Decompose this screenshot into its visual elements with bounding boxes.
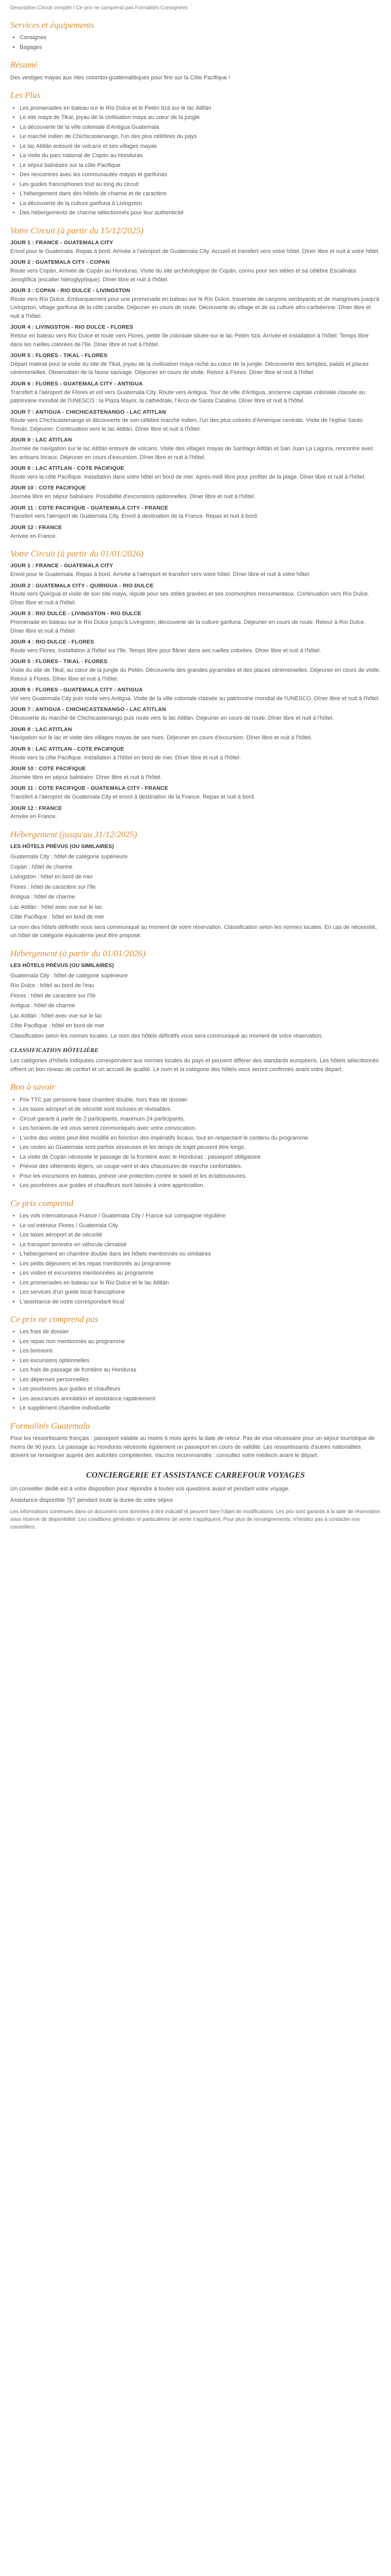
list-item: • L'assistance de notre correspondant local xyxy=(20,1298,381,1307)
day-block xyxy=(10,610,381,635)
day-title: JOUR 2 : GUATEMALA CITY - QUIRIGUA - RIO DULCE xyxy=(10,582,154,589)
list-item: • Les assurances annulation et assistance rapatriement xyxy=(20,1395,381,1403)
day-title: JOUR 12 : FRANCE xyxy=(10,805,62,811)
list-item: • Le transport terrestre en véhicule climatisé xyxy=(20,1241,381,1249)
list-item: • L'ordre des visites peut être modifié en fonction des impératifs locaux, tout en respectant le contenu du programme. xyxy=(20,1134,381,1143)
day-text: Départ matinal pour la visite du site de Tikal, joyau de la civilisation maya niché au cœur de la jungle. Découverte des temples, palais et places cérémonielles. Observation de la faune sauvage. Déjeuner en cours de visite. Retour à Flores. Dîner libre et nuit à l'hôtel. xyxy=(10,361,369,376)
list-item: • Les services d'un guide local francophone xyxy=(20,1288,381,1297)
day-block xyxy=(10,706,381,722)
day-text: Navigation sur le lac et visite des villages mayas de ses rives. Déjeuner en cours d'excursion. Dîner libre et nuit à l'hôtel. xyxy=(10,735,313,741)
day-block xyxy=(10,745,381,762)
day-block xyxy=(10,582,381,607)
day-title: JOUR 2 : GUATEMALA CITY - COPAN xyxy=(10,259,110,266)
hotel-line: Río Dulce : hôtel au bord de l'eau xyxy=(10,982,94,989)
list-item: • Les boissons xyxy=(20,1347,381,1355)
bon-savoir-list xyxy=(10,1096,381,1190)
list-item: • L'hébergement dans des hôtels de charme et de caractère xyxy=(20,190,381,198)
list-item: • La visite de Copán nécessite le passage de la frontière avec le Honduras : passeport obligatoire. xyxy=(20,1153,381,1162)
hotels-b-title: Hébergement (à partir du 01/01/2026) xyxy=(10,948,145,958)
hotels-b xyxy=(10,962,381,1040)
list-item: • Les routes au Guatemala sont parfois sinueuses et les temps de trajet peuvent être longs. xyxy=(20,1143,381,1152)
day-text: Journée libre en séjour balnéaire. Possibilité d'excursions optionnelles. Dîner libre et nuit à l'hôtel. xyxy=(10,494,256,500)
resume-title: Résumé xyxy=(10,60,38,70)
day-text: Route vers la côte Pacifique. Installation dans votre hôtel en bord de mer. Après-midi libre pour profiter de la plage. Dîner libre et nuit à l'hôtel. xyxy=(10,473,366,480)
list-item: • Les pourboires aux guides et chauffeurs xyxy=(20,1385,381,1394)
day-title: JOUR 10 : COTE PACIFIQUE xyxy=(10,766,86,772)
itinerary-a xyxy=(10,239,381,540)
plus-list xyxy=(10,104,381,217)
list-item: • Les frais de dossier xyxy=(20,1328,381,1336)
hotel-line: Antigua : hôtel de charme xyxy=(10,1003,75,1009)
hotels-note: Classification selon les normes locales. Le nom des hôtels définitifs vous sera communiqué au moment de votre réservation. xyxy=(10,1032,323,1039)
day-text: Route vers Copán, Arrivée de Copán au Honduras. Visite du site archéologique de Copán, connu pour ses stèles et sa célèbre Escalinata Jeroglífica (escalier hiéroglyphique). Dîner libre et nuit à l'hôtel. xyxy=(10,268,356,283)
day-text: Arrivée en France. xyxy=(10,533,57,539)
day-title: JOUR 1 : FRANCE - GUATEMALA CITY xyxy=(10,563,113,569)
day-text: Vol vers Guatemala City puis route vers Antigua. Visite de la ville coloniale classée au patrimoine mondial de l'UNESCO. Dîner libre et nuit à l'hôtel. xyxy=(10,695,380,702)
list-item: • Les promenades en bateau sur le Río Dulce et le lac Atitlán xyxy=(20,1279,381,1287)
day-title: JOUR 5 : FLORES - TIKAL - FLORES xyxy=(10,352,108,359)
list-item: • Les excursions optionnelles xyxy=(20,1357,381,1365)
services-list xyxy=(10,33,381,52)
day-title: JOUR 6 : FLORES - GUATEMALA CITY - ANTIGUA xyxy=(10,687,143,693)
day-text: Transfert à l'aéroport de Guatemala City et envol à destination de la France. Repas et nuit à bord. xyxy=(10,794,255,801)
day-block xyxy=(10,805,381,821)
day-title: JOUR 4 : LIVINGSTON - RIO DULCE - FLORES xyxy=(10,324,134,331)
day-title: JOUR 9 : LAC ATITLAN - COTE PACIFIQUE xyxy=(10,465,124,472)
list-item: • Les dépenses personnelles xyxy=(20,1376,381,1384)
day-title: JOUR 7 : ANTIGUA - CHICHICASTENANGO - LAC ATITLAN xyxy=(10,409,166,415)
day-block xyxy=(10,562,381,579)
itinerary-b xyxy=(10,562,381,821)
list-item: • Le supplément chambre individuelle xyxy=(20,1404,381,1413)
hotel-line: Guatemala City : hôtel de catégorie supérieure xyxy=(10,972,128,979)
hotel-line: Côte Pacifique : hôtel en bord de mer xyxy=(10,1023,105,1029)
day-block xyxy=(10,765,381,782)
list-item: • Les taxes aéroport et de sécurité xyxy=(20,1231,381,1240)
list-item: • Pour les excursions en bateau, prévoir une protection contre le soleil et les éclaboussures. xyxy=(20,1172,381,1181)
day-title: JOUR 8 : LAC ATITLAN xyxy=(10,437,72,444)
day-title: JOUR 8 : LAC ATITLAN xyxy=(10,726,72,733)
list-item: • La découverte de la ville coloniale d'Antigua Guatemala xyxy=(20,123,381,132)
day-text: Route vers la côte Pacifique. Installation à l'hôtel en bord de mer. Dîner libre et nuit à l'hôtel. xyxy=(10,754,241,761)
formalites-title: Formalités Guatemala xyxy=(10,1420,90,1431)
day-title: JOUR 9 : LAC ATITLAN - COTE PACIFIQUE xyxy=(10,745,124,752)
day-text: Transfert à l'aéroport de Flores et vol vers Guatemala City. Route vers Antigua. Tour de ville d'Antigua, ancienne capitale coloniale classée au patrimoine mondial de l'UNESCO : la Plaza Mayor, la cathédrale, l'Arco de Santa Catalina. Dîner libre et nuit à l'hôtel. xyxy=(10,389,365,404)
day-text: Route vers Río Dulce. Embarquement pour une promenade en bateau sur le Río Dulce, traversée de canyons verdoyants et de mangroves jusqu'à Livingston, village garifuna de la côte caraïbe. Déjeuner en cours de route. Découverte du village et de sa culture afro-caribéenne. Dîner libre et nuit à l'hôtel. xyxy=(10,296,380,319)
list-item: • L'hébergement en chambre double dans les hôtels mentionnés ou similaires xyxy=(20,1250,381,1259)
list-item: • Bagages xyxy=(20,43,381,52)
resume-text: Des vestiges mayas aux rites colombo-guatémaltèques pour finir sur la Côte Pacifique ! xyxy=(10,74,231,81)
hotel-line: Copán : hôtel de charme xyxy=(10,863,73,870)
list-item: • Les pourboires aux guides et chauffeurs sont laissés à votre appréciation. xyxy=(20,1181,381,1190)
breadcrumb-text[interactable]: Description Circuit complet / Ce prix ne comprend pas Formalités Consignées xyxy=(10,5,188,11)
day-text: Journée de navigation sur le lac Atitlán entouré de volcans. Visite des villages mayas de Santiago Atitlán et San Juan La Laguna, rencontre avec les artisans locaux. Déjeuner en cours d'excursion. Dîner libre et nuit à l'hôtel. xyxy=(10,446,373,461)
prix-ne-comprend-list xyxy=(10,1328,381,1413)
day-title: JOUR 5 : FLORES - TIKAL - FLORES xyxy=(10,658,108,665)
list-item: • Des rencontres avec les communautés mayas et garifunas xyxy=(20,171,381,179)
day-block xyxy=(10,239,381,256)
list-item: • Consignes xyxy=(20,33,381,42)
day-block xyxy=(10,726,381,742)
day-title: JOUR 7 : ANTIGUA - CHICHICASTENANGO - LAC ATITLAN xyxy=(10,706,166,713)
hotel-line: Livingston : hôtel en bord de mer xyxy=(10,874,93,880)
day-title: JOUR 10 : COTE PACIFIQUE xyxy=(10,485,86,492)
day-text: Route vers Flores. Installation à l'hôtel sur l'île. Temps libre pour flâner dans ses ruelles colorées. Dîner libre et nuit à l'hôtel. xyxy=(10,647,321,654)
list-item: • Prix TTC par personne base chambre double, hors frais de dossier. xyxy=(20,1096,381,1105)
formalites-text: Pour les ressortissants français : passeport valable au moins 6 mois après la date de retour. Pas de visa nécessaire pour un séjour touristique de moins de 90 jours. Le passage au Honduras nécessite également un passeport en cours de validité. Les ressortissants d'autres nationalités doivent se renseigner auprès des autorités compétentes. Vaccins recommandés : consultez votre médecin avant le départ. xyxy=(10,1435,375,1459)
day-text: Transfert vers l'aéroport de Guatemala City. Envol à destination de la France. Repas et nuit à bord. xyxy=(10,513,258,520)
itinerary-a-title: Votre Circuit (à partir du 15/12/2025) xyxy=(10,225,143,235)
services-title: Services et équipements xyxy=(10,20,94,30)
day-text: Envol pour le Guatemala. Repas à bord. Arrivée à l'aéroport et transfert vers votre hôtel. Dîner libre et nuit à votre hôtel. xyxy=(10,571,311,578)
hotels-subtitle: LES HÔTELS PRÉVUS (OU SIMILAIRES) xyxy=(10,843,114,850)
day-title: JOUR 3 : RIO DULCE - LIVINGSTON - RIO DULCE xyxy=(10,611,142,617)
list-item: • Les promenades en bateau sur le Río Dulce et le Petén Itzá sur le lac Atitlán xyxy=(20,104,381,113)
list-item: • Le marché indien de Chichicastenango, l'un des plus célèbres du pays xyxy=(20,132,381,141)
list-item: • Le vol intérieur Flores / Guatemala City xyxy=(20,1222,381,1230)
day-text: Route vers Quiriguá et visite de son site maya, réputé pour ses stèles gravées et ses zoomorphes monumentaux. Continuation vers Río Dulce. Dîner libre et nuit à l'hôtel. xyxy=(10,591,369,606)
conciergerie-block xyxy=(10,1469,381,1482)
day-block xyxy=(10,465,381,481)
day-block xyxy=(10,524,381,540)
day-block xyxy=(10,409,381,434)
day-text: Arrivée en France. xyxy=(10,814,57,820)
classification-title: CLASSIFICATION HÔTELIÈRE xyxy=(10,1046,99,1054)
day-block xyxy=(10,504,381,521)
day-text: Promenade en bateau sur le Río Dulce jusqu'à Livingston, découverte de la culture garifuna. Déjeuner en cours de route. Retour à Río Dulce. Dîner libre et nuit à l'hôtel. xyxy=(10,619,366,634)
itinerary-b-title: Votre Circuit (à partir du 01/01/2026) xyxy=(10,549,143,559)
hotel-line: Flores : hôtel de caractère sur l'île xyxy=(10,992,96,999)
list-item: • Des hébergements de charme sélectionnés pour leur authenticité xyxy=(20,209,381,217)
day-text: Retour en bateau vers Río Dulce et route vers Flores, petite île coloniale située sur le lac Petén Itzá. Arrivée et installation à l'hôtel. Temps libre dans les ruelles colorées de l'île. Dîner libre et nuit à l'hôtel. xyxy=(10,333,369,348)
conciergerie-title: CONCIERGERIE ET ASSISTANCE CARREFOUR VOYAGES xyxy=(86,1470,305,1480)
day-text: Route vers Chichicastenango et découverte de son célèbre marché indien, l'un des plus colorés d'Amérique centrale. Visite de l'église Santo Tomás. Déjeuner. Continuation vers le lac Atitlán. Dîner libre et nuit à l'hôtel. xyxy=(10,417,363,432)
day-text: Envol pour le Guatemala. Repas à bord. Arrivée à l'aéroport de Guatemala City. Accueil et transfert vers votre hôtel. Dîner libre et nuit à votre hôtel. xyxy=(10,248,380,255)
day-block xyxy=(10,259,381,284)
prix-comprend-list xyxy=(10,1212,381,1306)
list-item: • Circuit garanti à partir de 2 participants, maximum 24 participants. xyxy=(20,1115,381,1124)
day-block xyxy=(10,658,381,683)
hotel-line: Guatemala City : hôtel de catégorie supérieure xyxy=(10,854,128,860)
day-block xyxy=(10,785,381,801)
hotel-line: Lac Atitlán : hôtel avec vue sur le lac xyxy=(10,904,102,910)
conciergerie-text: Un conseiller dédié est à votre disposition pour répondre à toutes vos questions avant et pendant votre voyage. xyxy=(10,1485,290,1492)
plus-title: Les Plus xyxy=(10,90,41,100)
list-item: • Les visites et excursions mentionnées au programme xyxy=(20,1269,381,1278)
conciergerie-text: Les informations contenues dans ce document sont données à titre indicatif et peuvent faire l'objet de modifications. Les prix sont garantis à la date de réservation sous réserve de disponibilité. Les conditions générales et particulières de vente s'appliquent. Pour plus de renseignements, n'hésitez pas à contacter nos conseillers. xyxy=(10,1509,381,1530)
day-text: Journée libre en séjour balnéaire. Dîner libre et nuit à l'hôtel. xyxy=(10,774,162,781)
day-block xyxy=(10,287,381,320)
hotels-a-title: Hébergement (jusqu'au 31/12/2025) xyxy=(10,829,137,839)
day-block xyxy=(10,436,381,462)
breadcrumb xyxy=(10,4,381,12)
day-text: Visite du site de Tikal, au cœur de la jungle du Petén. Découverte des grandes pyramides et des places cérémonielles. Déjeuner en cours de visite. Retour à Flores. Dîner libre et nuit à l'hôtel. xyxy=(10,667,381,682)
bon-savoir-title: Bon à savoir xyxy=(10,1082,55,1092)
list-item: • Les repas non mentionnés au programme xyxy=(20,1337,381,1346)
hotels-a xyxy=(10,843,381,940)
prix-ne-comprend-title: Ce prix ne comprend pas xyxy=(10,1314,99,1325)
hotel-line: Antigua : hôtel de charme xyxy=(10,894,75,901)
classification-text: Les catégories d'hôtels indiquées correspondent aux normes locales du pays et peuvent différer des standards européens. Les hôtels sélectionnés offrent un bon niveau de confort et un accueil de qualité. Le nom et la catégorie des hôtels vous seront confirmés avant votre départ. xyxy=(10,1058,379,1073)
conciergerie-text: Assistance disponible 7j/7 pendant toute la durée de votre séjour. xyxy=(10,1497,174,1504)
day-block xyxy=(10,686,381,703)
list-item: • Les frais de passage de frontière au Honduras xyxy=(20,1366,381,1375)
list-item: • Les petits déjeuners et les repas mentionnés au programme xyxy=(20,1260,381,1268)
day-title: JOUR 12 : FRANCE xyxy=(10,524,62,531)
hotels-note: Le nom des hôtels définitifs vous sera communiqué au moment de votre réservation. Classification selon les normes locales. En cas de nécessité, un hôtel de catégorie équivalente peut être proposé. xyxy=(10,924,377,939)
day-block xyxy=(10,324,381,349)
day-block xyxy=(10,380,381,405)
hotel-line: Côte Pacifique : hôtel en bord de mer xyxy=(10,914,105,921)
list-item: • Prévoir des vêtements légers, un coupe-vent et des chaussures de marche confortables. xyxy=(20,1162,381,1171)
list-item: • Le séjour balnéaire sur la côte Pacifique xyxy=(20,161,381,170)
list-item: • Le site maya de Tikal, joyau de la civilisation maya au cœur de la jungle xyxy=(20,113,381,122)
list-item: • Les vols internationaux France / Guatemala City / France sur compagnie régulière xyxy=(20,1212,381,1221)
hotels-subtitle: LES HÔTELS PRÉVUS (OU SIMILAIRES) xyxy=(10,962,114,969)
day-title: JOUR 6 : FLORES - GUATEMALA CITY - ANTIGUA xyxy=(10,380,143,387)
day-title: JOUR 11 : COTE PACIFIQUE - GUATEMALA CITY - FRANCE xyxy=(10,504,168,511)
day-text: Découverte du marché de Chichicastenango puis route vers le lac Atitlán. Déjeuner en cours de route. Dîner libre et nuit à l'hôtel. xyxy=(10,715,334,722)
day-block xyxy=(10,638,381,655)
day-title: JOUR 11 : COTE PACIFIQUE - GUATEMALA CITY - FRANCE xyxy=(10,785,168,792)
list-item: • La visite du parc national de Copán au Honduras xyxy=(20,151,381,160)
list-item: • La découverte de la culture garifuna à Livingston xyxy=(20,199,381,208)
hotel-line: Lac Atitlán : hôtel avec vue sur le lac xyxy=(10,1012,102,1019)
hotel-line: Flores : hôtel de caractère sur l'île xyxy=(10,884,96,890)
prix-comprend-title: Ce prix comprend xyxy=(10,1198,74,1208)
list-item: • Les guides francophones tout au long du circuit xyxy=(20,180,381,189)
list-item: • Les taxes aéroport et de sécurité sont incluses et révisables. xyxy=(20,1105,381,1114)
day-block xyxy=(10,484,381,501)
day-block xyxy=(10,352,381,377)
day-title: JOUR 4 : RIO DULCE - FLORES xyxy=(10,639,94,646)
list-item: • Les horaires de vol vous seront communiqués avec votre convocation. xyxy=(20,1124,381,1133)
day-title: JOUR 1 : FRANCE - GUATEMALA CITY xyxy=(10,240,113,246)
day-title: JOUR 3 : COPAN - RIO DULCE - LIVINGSTON xyxy=(10,287,131,294)
list-item: • Le lac Atitlán entouré de volcans et ses villages mayas xyxy=(20,142,381,151)
